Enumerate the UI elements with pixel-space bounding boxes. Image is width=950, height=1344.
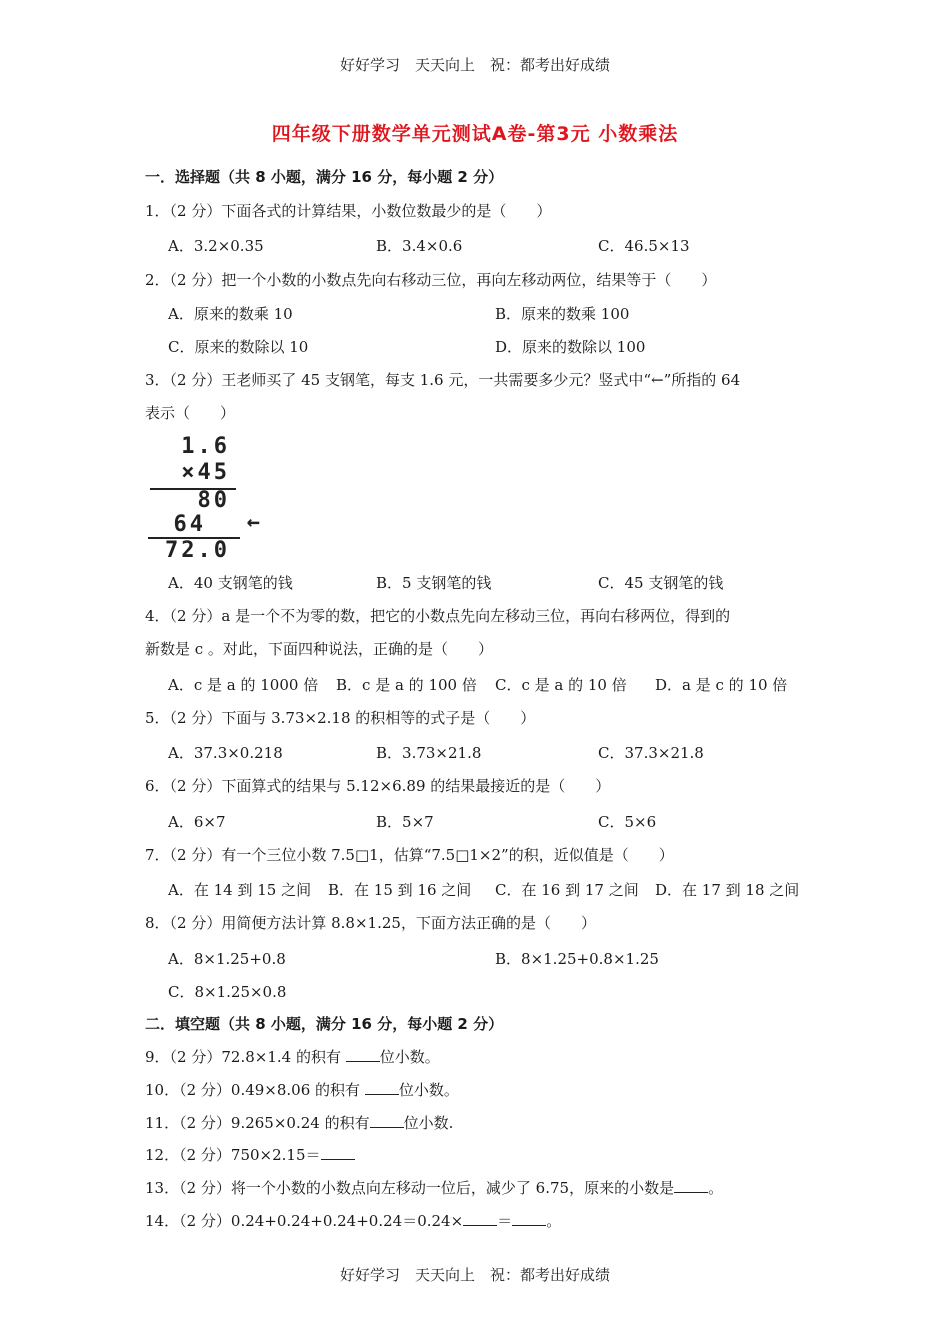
question-5: 5．（2 分）下面与 3.73×2.18 的积相等的式子是（ ） xyxy=(145,709,536,727)
q14-text: 14．（2 分）0.24+0.24+0.24+0.24＝0.24× xyxy=(145,1212,464,1230)
q2-option-c: C．原来的数除以 10 xyxy=(168,338,309,356)
page-header: 好好学习 天天向上 祝：都考出好成绩 xyxy=(339,56,610,74)
q2-option-b: B．原来的数乘 100 xyxy=(495,305,630,323)
q6-option-b: B．5×7 xyxy=(376,813,434,831)
question-3-line1: 3．（2 分）王老师买了 45 支钢笔，每支 1.6 元，一共需要多少元？竖式中“←”所指的 64 xyxy=(145,371,741,389)
q7-option-d: D．在 17 到 18 之间 xyxy=(655,881,800,899)
q5-option-c: C．37.3×21.8 xyxy=(598,744,704,762)
question-12 xyxy=(145,1144,355,1165)
q12-text: 12．（2 分）750×2.15＝ xyxy=(145,1146,321,1164)
answer-blank-2[interactable] xyxy=(512,1211,546,1226)
q7-option-c: C．在 16 到 17 之间 xyxy=(495,881,639,899)
q8-option-c: C．8×1.25×0.8 xyxy=(168,983,287,1001)
answer-blank-1[interactable] xyxy=(463,1211,497,1226)
q1-option-c: C．46.5×13 xyxy=(598,237,690,255)
q6-option-c: C．5×6 xyxy=(598,813,657,831)
question-4-line2: 新数是 c 。对此，下面四种说法，正确的是（ ） xyxy=(145,640,493,658)
q8-option-b: B．8×1.25+0.8×1.25 xyxy=(495,950,659,968)
answer-blank[interactable] xyxy=(321,1145,355,1160)
q4-option-c: C．c 是 a 的 10 倍 xyxy=(495,676,627,694)
answer-blank[interactable] xyxy=(370,1113,404,1128)
q13-suffix: 。 xyxy=(708,1179,724,1197)
question-7: 7．（2 分）有一个三位小数 7.5□1，估算“7.5□1×2”的积，近似值是（ ） xyxy=(145,846,674,864)
q11-text: 11．（2 分）9.265×0.24 的积有 xyxy=(145,1114,370,1132)
question-13 xyxy=(145,1177,723,1198)
question-3-line2: 表示（ ） xyxy=(145,404,236,422)
q3-option-a: A．40 支钢笔的钱 xyxy=(168,574,293,592)
answer-blank[interactable] xyxy=(674,1178,708,1193)
left-arrow-icon: ← xyxy=(246,510,260,535)
vertical-multiplication xyxy=(148,432,260,562)
calc-row-product: 72.0 xyxy=(165,538,230,563)
q14-suffix: 。 xyxy=(546,1212,562,1230)
calc-row-partial-2: 64 xyxy=(173,512,206,537)
question-8: 8．（2 分）用简便方法计算 8.8×1.25，下面方法正确的是（ ） xyxy=(145,914,596,932)
question-1: 1．（2 分）下面各式的计算结果，小数位数最少的是（ ） xyxy=(145,202,552,220)
section-fill-heading: 二．填空题（共 8 小题，满分 16 分，每小题 2 分） xyxy=(145,1015,504,1033)
page-footer: 好好学习 天天向上 祝：都考出好成绩 xyxy=(339,1266,610,1284)
q2-option-d: D．原来的数除以 100 xyxy=(495,338,646,356)
question-11 xyxy=(145,1112,453,1133)
q10-text: 10．（2 分）0.49×8.06 的积有 xyxy=(145,1081,365,1099)
q7-option-b: B．在 15 到 16 之间 xyxy=(328,881,472,899)
question-9 xyxy=(145,1046,440,1067)
q5-option-b: B．3.73×21.8 xyxy=(376,744,482,762)
q14-equals: ＝ xyxy=(497,1212,513,1230)
page-title: 四年级下册数学单元测试A卷-第3元 小数乘法 xyxy=(271,123,679,145)
question-14 xyxy=(145,1210,561,1231)
answer-blank[interactable] xyxy=(365,1080,399,1095)
q11-suffix: 位小数. xyxy=(403,1114,454,1132)
question-4-line1: 4．（2 分）a 是一个不为零的数，把它的小数点先向左移动三位，再向右移两位，得到的 xyxy=(145,607,731,625)
q6-option-a: A．6×7 xyxy=(168,813,226,831)
q1-option-a: A．3.2×0.35 xyxy=(168,237,264,255)
q2-option-a: A．原来的数乘 10 xyxy=(168,305,293,323)
q9-suffix: 位小数。 xyxy=(379,1048,440,1066)
q7-option-a: A．在 14 到 15 之间 xyxy=(168,881,312,899)
question-2: 2．（2 分）把一个小数的小数点先向右移动三位，再向左移动两位，结果等于（ ） xyxy=(145,271,717,289)
q10-suffix: 位小数。 xyxy=(398,1081,459,1099)
question-6: 6．（2 分）下面算式的结果与 5.12×6.89 的结果最接近的是（ ） xyxy=(145,777,611,795)
q3-option-b: B．5 支钢笔的钱 xyxy=(376,574,492,592)
section-choice-heading: 一．选择题（共 8 小题，满分 16 分，每小题 2 分） xyxy=(145,168,504,186)
q3-option-c: C．45 支钢笔的钱 xyxy=(598,574,724,592)
answer-blank[interactable] xyxy=(346,1047,380,1062)
calc-row-partial-1: 80 xyxy=(197,488,230,513)
q4-option-d: D．a 是 c 的 10 倍 xyxy=(655,676,788,694)
calc-row-multiplier: ×45 xyxy=(181,460,230,485)
q13-text: 13．（2 分）将一个小数的小数点向左移动一位后，减少了 6.75，原来的小数是 xyxy=(145,1179,675,1197)
q9-text: 9．（2 分）72.8×1.4 的积有 xyxy=(145,1048,346,1066)
q1-option-b: B．3.4×0.6 xyxy=(376,237,463,255)
q4-option-a: A．c 是 a 的 1000 倍 xyxy=(168,676,319,694)
calc-row-multiplicand: 1.6 xyxy=(181,434,230,459)
q4-option-b: B．c 是 a 的 100 倍 xyxy=(336,676,477,694)
q8-option-a: A．8×1.25+0.8 xyxy=(168,950,286,968)
q5-option-a: A．37.3×0.218 xyxy=(168,744,283,762)
question-10 xyxy=(145,1079,459,1100)
